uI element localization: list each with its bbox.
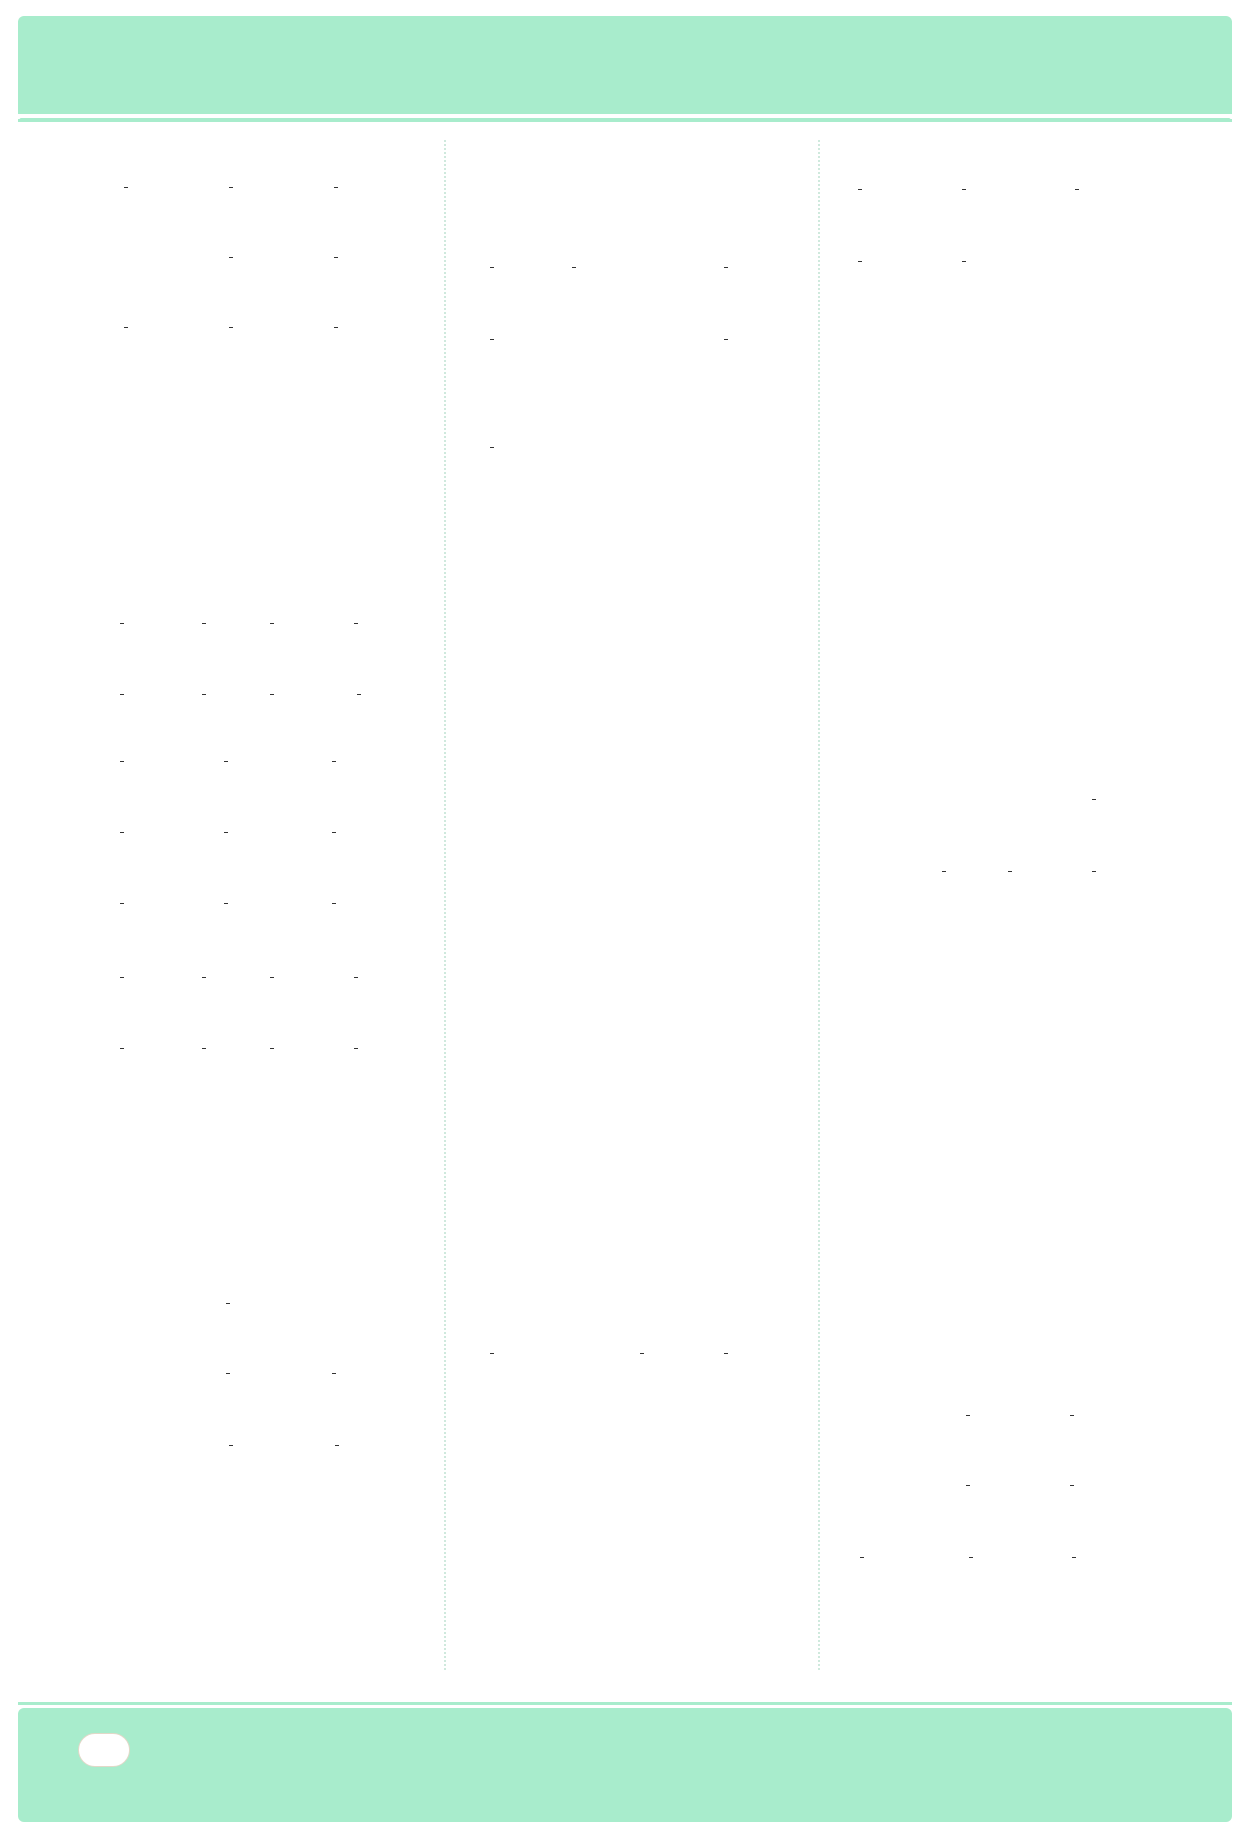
answer xyxy=(964,1386,972,1446)
answer xyxy=(200,594,208,654)
answer xyxy=(118,1019,126,1079)
answer xyxy=(962,1528,975,1588)
answer xyxy=(964,1456,972,1516)
answer xyxy=(118,803,126,863)
answer xyxy=(118,594,126,654)
answer xyxy=(488,310,496,370)
answer xyxy=(940,842,948,902)
answer xyxy=(1006,842,1014,902)
column-divider xyxy=(444,140,446,1670)
answer xyxy=(352,948,360,1008)
answer xyxy=(722,238,730,298)
answer xyxy=(222,732,230,792)
answer xyxy=(352,594,360,654)
answer xyxy=(120,228,122,288)
answer xyxy=(268,948,276,1008)
answer xyxy=(960,232,968,292)
answer xyxy=(118,732,126,792)
answer xyxy=(856,160,864,220)
answer xyxy=(330,298,340,358)
answer xyxy=(120,158,130,218)
answer xyxy=(1068,1456,1076,1516)
answer xyxy=(225,158,235,218)
answer xyxy=(1090,770,1098,830)
page-number xyxy=(78,1733,130,1767)
answer xyxy=(570,238,578,298)
answer xyxy=(330,732,338,792)
footer-topline xyxy=(18,1702,1232,1705)
answer xyxy=(488,238,496,298)
answer xyxy=(330,158,340,218)
brand-logo xyxy=(188,1728,190,1768)
answer xyxy=(856,232,864,292)
answer xyxy=(722,1324,730,1384)
answer xyxy=(225,228,235,288)
header-band xyxy=(18,16,1232,120)
answer xyxy=(268,665,276,725)
answer xyxy=(1090,842,1098,902)
footer-band xyxy=(18,1708,1232,1822)
answer xyxy=(352,665,363,725)
answer xyxy=(330,803,338,863)
answer xyxy=(224,1274,232,1334)
answer xyxy=(200,665,208,725)
header-divider xyxy=(18,114,1232,118)
answer xyxy=(222,803,230,863)
answer xyxy=(200,1019,208,1079)
answer xyxy=(200,948,208,1008)
answer xyxy=(856,1528,866,1588)
answer xyxy=(352,1019,360,1079)
column-divider xyxy=(818,140,820,1670)
answer xyxy=(722,310,730,370)
answer xyxy=(1068,1528,1078,1588)
answer xyxy=(330,1416,341,1476)
answer xyxy=(488,418,496,478)
answer xyxy=(1068,1386,1076,1446)
answer xyxy=(268,1019,276,1079)
answer xyxy=(120,298,130,358)
answer xyxy=(1070,160,1081,220)
answer xyxy=(118,948,126,1008)
answer xyxy=(222,874,230,934)
answer xyxy=(960,160,968,220)
answer xyxy=(638,1324,646,1384)
answer xyxy=(488,1324,496,1384)
answer xyxy=(330,874,338,934)
answer xyxy=(224,1344,232,1404)
answer xyxy=(118,874,126,934)
header-underline xyxy=(18,119,1232,122)
answer xyxy=(330,228,340,288)
answer xyxy=(225,298,235,358)
answer xyxy=(330,1344,338,1404)
answer xyxy=(268,594,276,654)
answer xyxy=(224,1416,235,1476)
answer xyxy=(118,665,126,725)
